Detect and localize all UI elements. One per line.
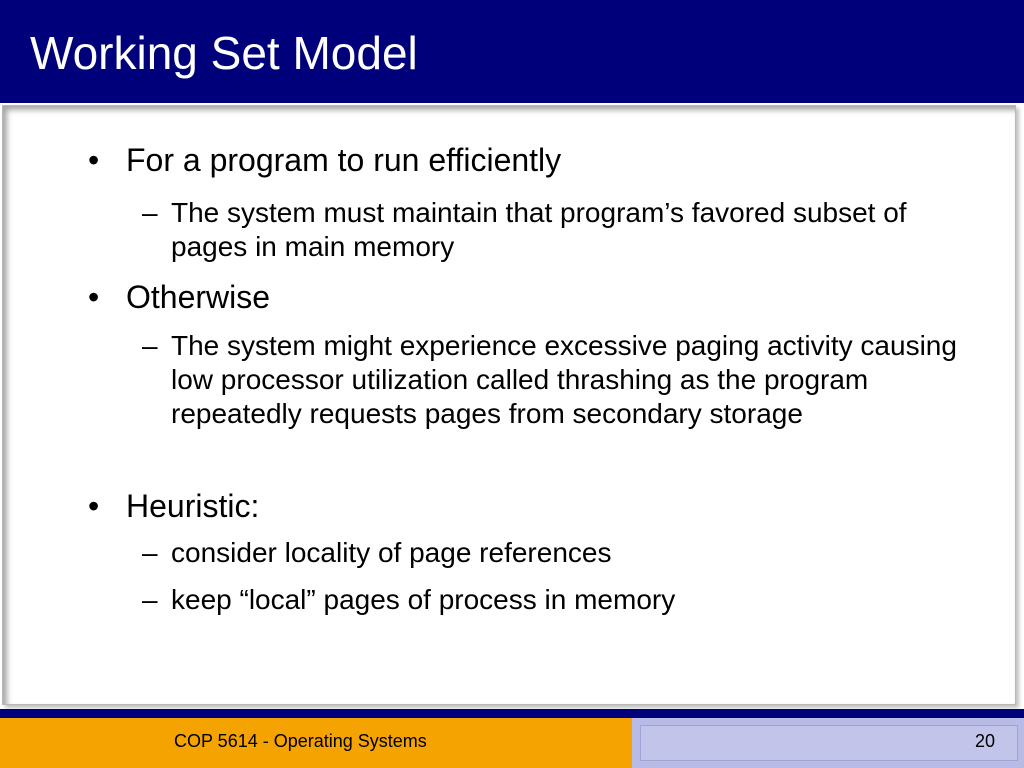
bullet-dot: • [88, 142, 100, 178]
footer-course-title: COP 5614 - Operating Systems [174, 731, 427, 751]
title-bar [0, 0, 1024, 103]
slide-title: Working Set Model [30, 27, 418, 79]
sub-bullet-text: consider locality of page references [171, 537, 612, 568]
bullet-dot: • [88, 488, 100, 524]
sub-bullet-item [142, 329, 982, 431]
sub-bullet-item [142, 583, 982, 617]
bullet-item [88, 144, 561, 176]
bullet-item [88, 281, 270, 313]
bullet-item [88, 490, 259, 522]
sub-bullet-dash: – [142, 537, 158, 568]
bullet-text: For a program to run efficiently [126, 142, 562, 178]
footer-page-box [640, 725, 1018, 761]
sub-bullet-text: The system might experience excessive paging activity causing low processor utilization called thrashing as the program repeatedly requests pages from secondary storage [171, 330, 957, 429]
bullet-text: Heuristic: [126, 488, 260, 524]
sub-bullet-text: keep “local” pages of process in memory [171, 584, 676, 615]
sub-bullet-dash: – [142, 330, 158, 361]
sub-bullet-dash: – [142, 584, 158, 615]
bullet-text: Otherwise [126, 279, 271, 315]
page-number: 20 [975, 731, 996, 751]
footer-band [0, 709, 1024, 718]
bullet-dot: • [88, 279, 100, 315]
sub-bullet-text: The system must maintain that program’s favored subset of pages in main memory [171, 197, 907, 262]
sub-bullet-item [142, 196, 982, 264]
sub-bullet-item [142, 536, 982, 570]
sub-bullet-dash: – [142, 197, 158, 228]
